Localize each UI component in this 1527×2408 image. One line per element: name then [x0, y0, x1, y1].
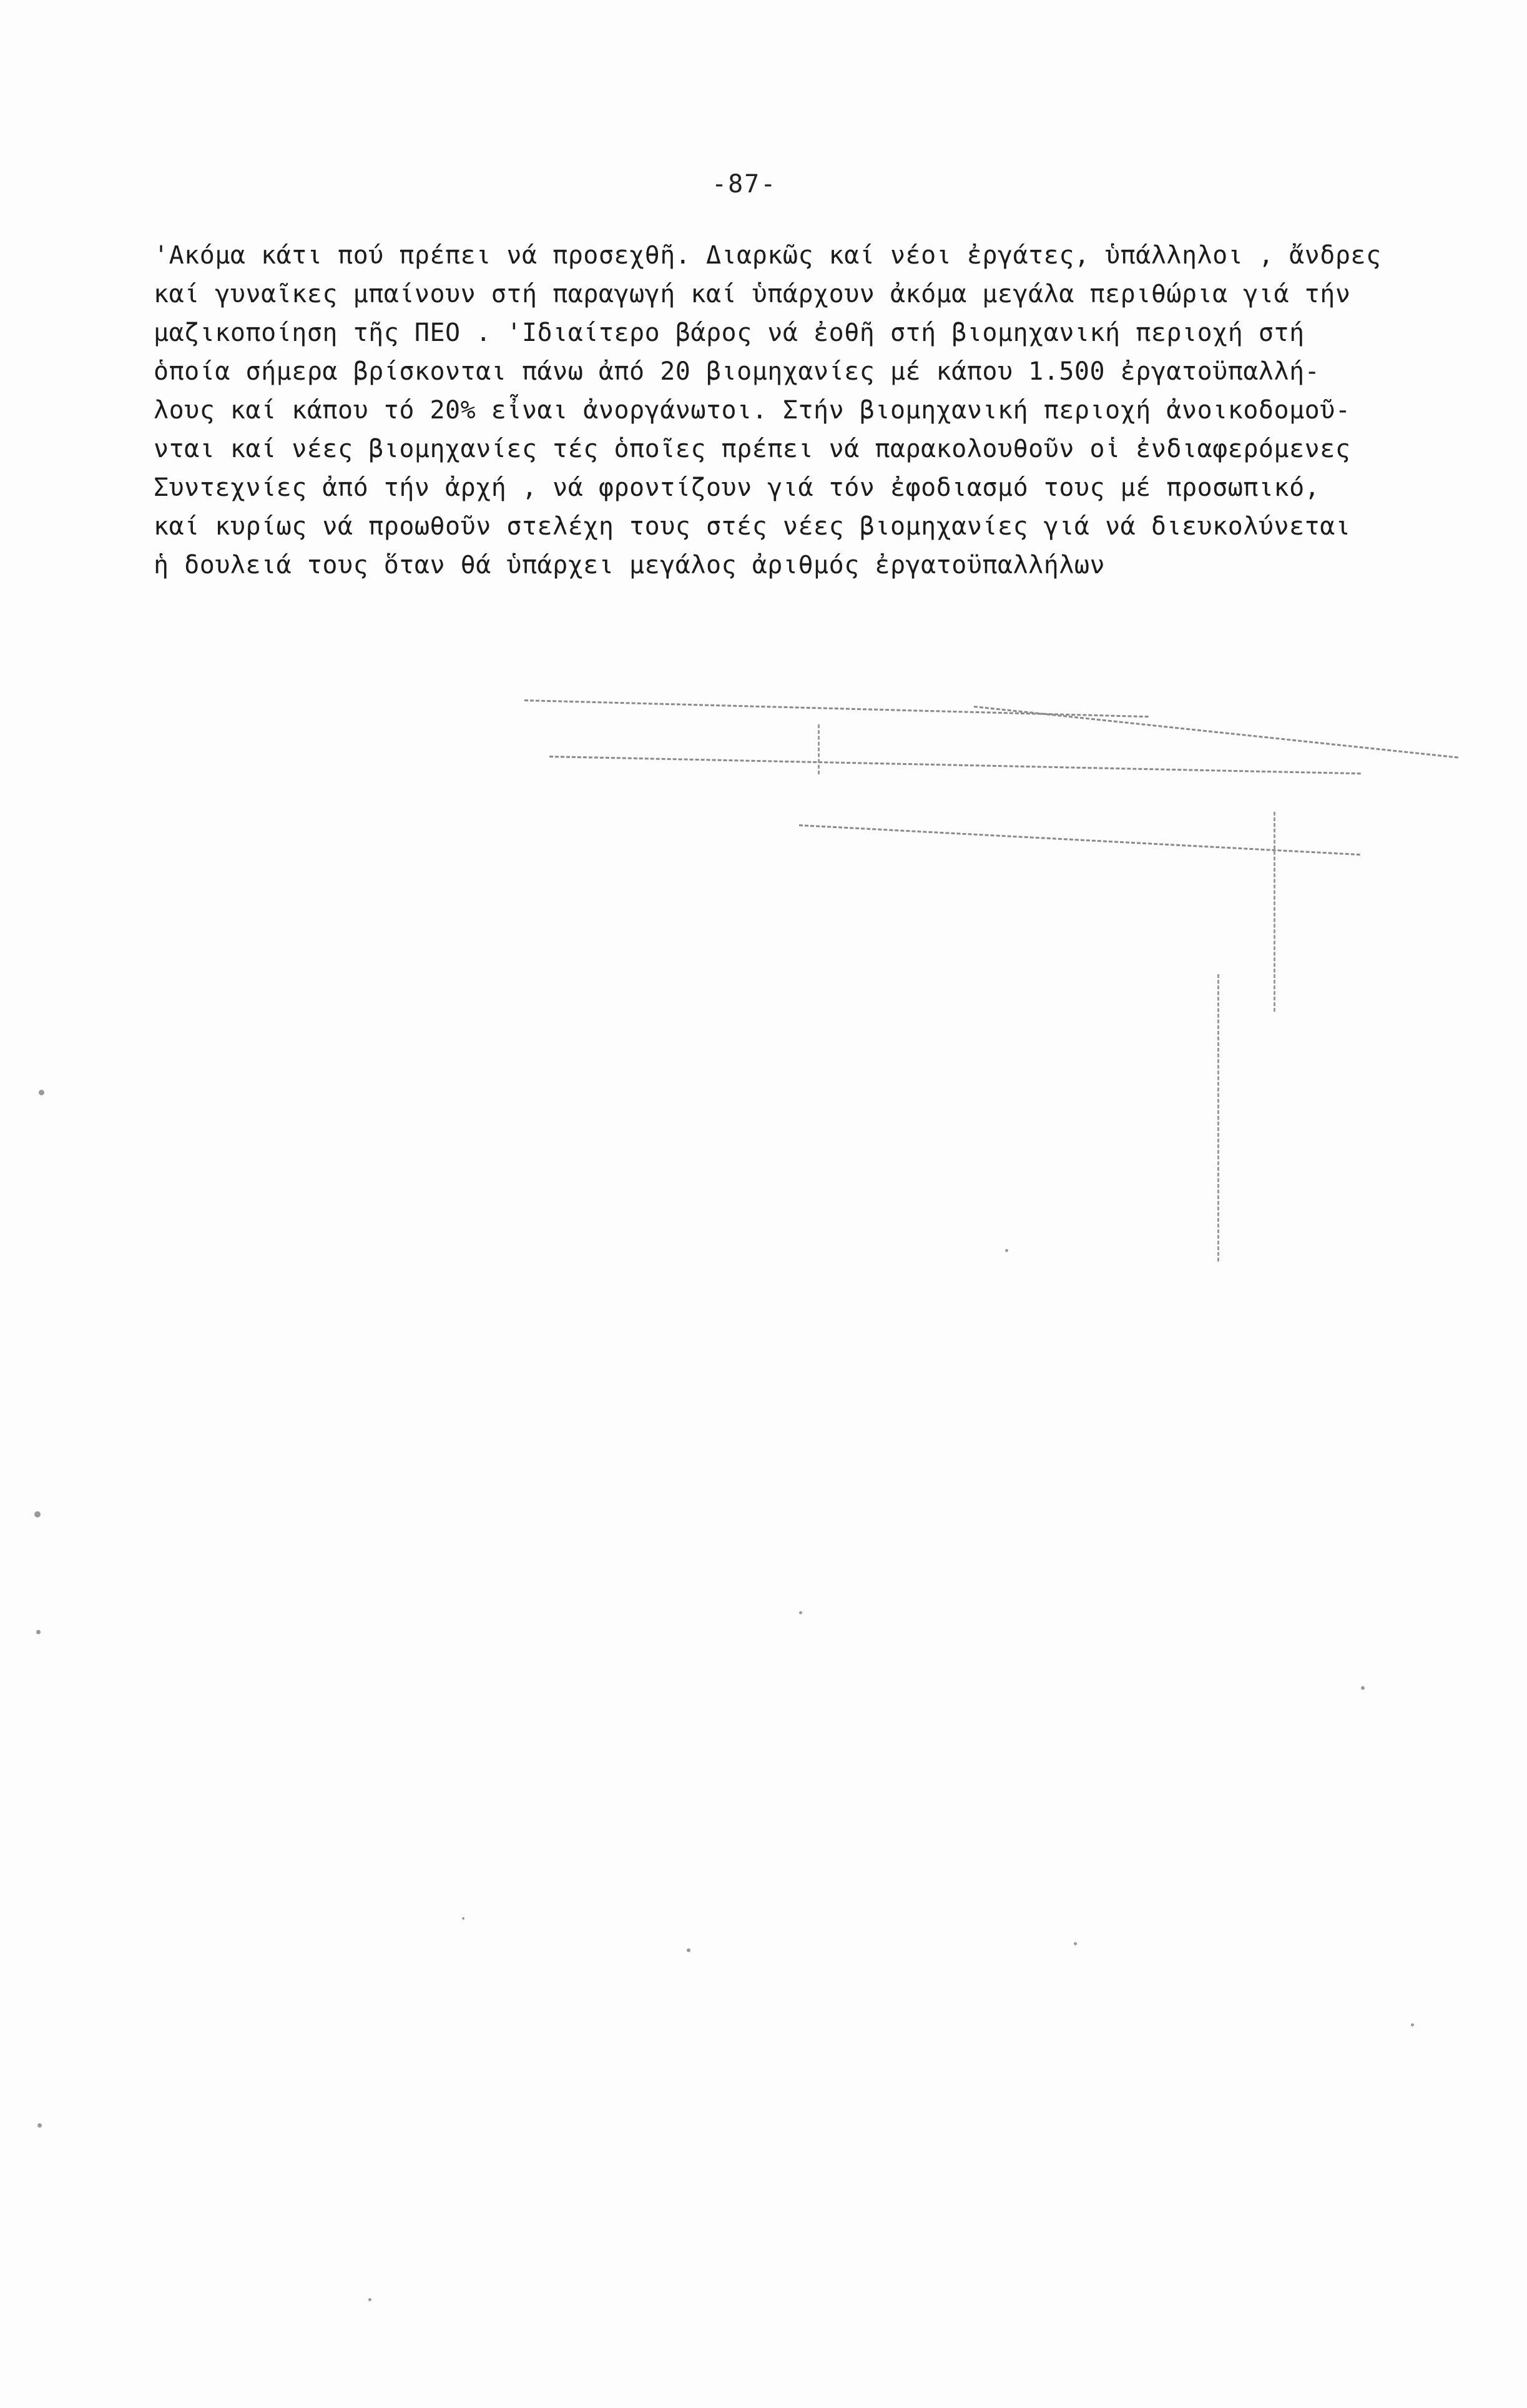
scan-speck [1074, 1942, 1077, 1945]
scan-speck [37, 2123, 42, 2128]
scan-speck [687, 1948, 690, 1952]
text-line: Συντεχνίες ἀπό τήν ἀρχή , νά φροντίζουν γιά τόν ἐφοδιασμό τους μέ προσωπικό, [154, 473, 1320, 502]
scan-speck [39, 1090, 44, 1095]
scan-speck [1411, 2023, 1414, 2026]
text-line: μαζικοποίηση τῆς ΠΕΟ . 'Ιδιαίτερο βάρος νά ἐοθῆ στή βιομηχανική περιοχή στή [154, 318, 1305, 347]
scan-speck [462, 1917, 464, 1920]
text-line: νται καί νέες βιομηχανίες τές ὁποῖες πρέπει νά παρακολουθοῦν οἱ ἐνδιαφερόμενες [154, 435, 1351, 463]
scan-artifact-line [1274, 812, 1275, 1012]
text-line: καί γυναῖκες μπαίνουν στή παραγωγή καί ὑπάρχουν ἀκόμα μεγάλα περιθώρια γιά τήν [154, 280, 1351, 308]
scan-speck [1361, 1686, 1365, 1690]
text-line: καί κυρίως νά προωθοῦν στελέχη τους στές νέες βιομηχανίες γιά νά διευκολύνεται [154, 512, 1351, 541]
scan-artifact-line [1217, 974, 1219, 1261]
text-line: ὁποία σήμερα βρίσκονται πάνω ἀπό 20 βιομηχανίες μέ κάπου 1.500 ἐργατοϋπαλλή- [154, 357, 1320, 386]
scan-speck [36, 1630, 41, 1634]
page-number: -87- [712, 170, 777, 199]
scan-speck [368, 2298, 371, 2301]
scan-artifact-line [799, 824, 1360, 856]
scan-speck [799, 1611, 802, 1614]
scan-speck [34, 1511, 41, 1517]
scan-artifact-line [549, 756, 1361, 774]
scan-artifact-line [974, 706, 1458, 759]
body-paragraph [154, 236, 1483, 585]
scan-artifact-line [818, 724, 820, 774]
text-line: λους καί κάπου τό 20% εἶναι ἀνοργάνωτοι. Στήν βιομηχανική περιοχή ἀνοικοδομοῦ- [154, 396, 1351, 425]
scan-speck [1005, 1249, 1008, 1252]
text-line: 'Ακόμα κάτι πού πρέπει νά προσεχθῆ. Διαρκῶς καί νέοι ἐργάτες, ὑπάλληλοι , ἄνδρες [154, 241, 1382, 270]
text-line: ἡ δουλειά τους ὅταν θά ὑπάρχει μεγάλος ἀριθμός ἐργατοϋπαλλήλων [154, 551, 1106, 580]
